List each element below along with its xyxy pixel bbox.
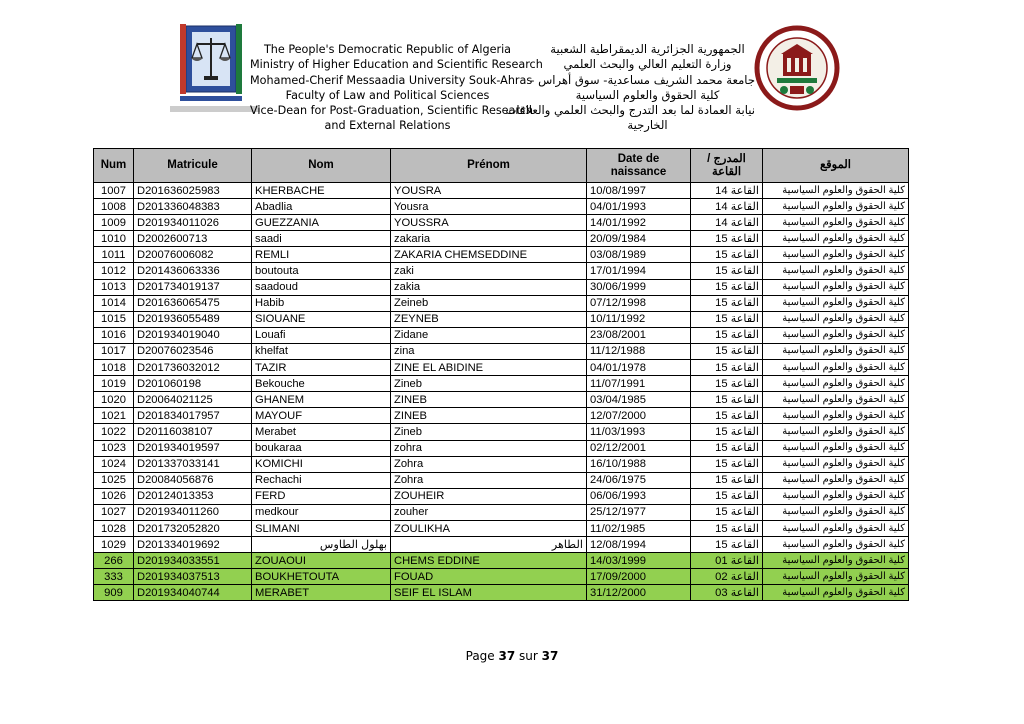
cell-hall: القاعة 15 [691, 295, 763, 311]
cell-location: كلية الحقوق والعلوم السياسية [763, 472, 909, 488]
page-footer [0, 649, 1024, 663]
cell-date: 11/03/1993 [587, 424, 691, 440]
cell-prenom: Zineb [391, 424, 587, 440]
cell-prenom: FOUAD [391, 569, 587, 585]
cell-prenom: zouher [391, 504, 587, 520]
cell-prenom: Yousra [391, 199, 587, 215]
cell-date: 17/01/1994 [587, 263, 691, 279]
cell-matricule: D201636025983 [134, 183, 252, 199]
cell-matricule: D201734019137 [134, 279, 252, 295]
table-row [94, 553, 909, 569]
cell-date: 04/01/1978 [587, 360, 691, 376]
cell-date: 11/07/1991 [587, 376, 691, 392]
table-row [94, 247, 909, 263]
cell-num: 1024 [94, 456, 134, 472]
cell-num: 1026 [94, 488, 134, 504]
col-header-num: Num [94, 149, 134, 183]
header-ar-line: كلية الحقوق والعلوم السياسية [575, 87, 720, 102]
cell-nom: FERD [252, 488, 391, 504]
cell-matricule: D201934011260 [134, 504, 252, 520]
cell-date: 10/11/1992 [587, 311, 691, 327]
cell-num: 1017 [94, 343, 134, 359]
cell-nom: MAYOUF [252, 408, 391, 424]
cell-hall: القاعة 15 [691, 520, 763, 536]
col-header-matricule: Matricule [134, 149, 252, 183]
cell-date: 02/12/2001 [587, 440, 691, 456]
cell-prenom: ZAKARIA CHEMSEDDINE [391, 247, 587, 263]
cell-hall: القاعة 15 [691, 424, 763, 440]
cell-location: كلية الحقوق والعلوم السياسية [763, 488, 909, 504]
faculty-law-logo [170, 20, 260, 120]
header-ar-line: وزارة التعليم العالي والبحث العلمي [563, 57, 732, 72]
cell-matricule: D201436063336 [134, 263, 252, 279]
cell-matricule: D201934019597 [134, 440, 252, 456]
cell-nom: بهلول الطاوس [252, 537, 391, 553]
cell-date: 12/07/2000 [587, 408, 691, 424]
col-header-hall [691, 149, 763, 183]
cell-date: 03/08/1989 [587, 247, 691, 263]
header-ar-line: الجمهورية الجزائرية الديمقراطية الشعبية [550, 42, 745, 56]
cell-location: كلية الحقوق والعلوم السياسية [763, 199, 909, 215]
cell-date: 17/09/2000 [587, 569, 691, 585]
cell-num: 1020 [94, 392, 134, 408]
col-header-prenom: Prénom [391, 149, 587, 183]
cell-hall: القاعة 15 [691, 247, 763, 263]
header-ar-line: نيابة العمادة لما بعد التدرج والبحث العلمي والعلاقات [505, 103, 755, 118]
table-row [94, 408, 909, 424]
table-row [94, 231, 909, 247]
cell-hall: القاعة 03 [691, 585, 763, 601]
cell-hall: القاعة 15 [691, 488, 763, 504]
cell-hall: القاعة 15 [691, 231, 763, 247]
cell-nom: GHANEM [252, 392, 391, 408]
cell-nom: saadoud [252, 279, 391, 295]
cell-nom: Merabet [252, 424, 391, 440]
cell-nom: Abadlia [252, 199, 391, 215]
cell-matricule: D20076006082 [134, 247, 252, 263]
cell-location: كلية الحقوق والعلوم السياسية [763, 327, 909, 343]
cell-num: 1025 [94, 472, 134, 488]
cell-num: 1010 [94, 231, 134, 247]
cell-hall: القاعة 15 [691, 360, 763, 376]
cell-hall: القاعة 15 [691, 343, 763, 359]
table-body [94, 183, 909, 601]
cell-date: 20/09/1984 [587, 231, 691, 247]
table-row [94, 472, 909, 488]
header-en-line: Vice-Dean for Post-Graduation, Scientific Research [250, 104, 533, 118]
cell-matricule: D201337033141 [134, 456, 252, 472]
cell-hall: القاعة 14 [691, 183, 763, 199]
cell-hall: القاعة 15 [691, 537, 763, 553]
cell-hall: القاعة 15 [691, 456, 763, 472]
cell-prenom: zakia [391, 279, 587, 295]
cell-hall: القاعة 01 [691, 553, 763, 569]
cell-matricule: D201934040744 [134, 585, 252, 601]
cell-matricule: D2002600713 [134, 231, 252, 247]
table-row [94, 392, 909, 408]
cell-location: كلية الحقوق والعلوم السياسية [763, 311, 909, 327]
cell-nom: ZOUAOUI [252, 553, 391, 569]
table-row [94, 215, 909, 231]
cell-location: كلية الحقوق والعلوم السياسية [763, 456, 909, 472]
table-row [94, 183, 909, 199]
cell-location: كلية الحقوق والعلوم السياسية [763, 553, 909, 569]
cell-nom: KOMICHI [252, 456, 391, 472]
cell-location: كلية الحقوق والعلوم السياسية [763, 360, 909, 376]
cell-nom: SIOUANE [252, 311, 391, 327]
header-en-line: Mohamed-Cherif Messaadia University Souk-Ahras [250, 73, 533, 87]
university-seal-icon [752, 20, 842, 120]
col-header-date-line2: naissance [610, 165, 667, 178]
footer-total-pages: 37 [541, 649, 559, 663]
cell-location: كلية الحقوق والعلوم السياسية [763, 504, 909, 520]
cell-hall: القاعة 15 [691, 504, 763, 520]
students-table [93, 148, 909, 601]
cell-hall: القاعة 15 [691, 440, 763, 456]
cell-nom: SLIMANI [252, 520, 391, 536]
cell-prenom: Zohra [391, 472, 587, 488]
cell-hall: القاعة 15 [691, 279, 763, 295]
header-ar-line: الخارجية [627, 118, 668, 133]
cell-location: كلية الحقوق والعلوم السياسية [763, 424, 909, 440]
cell-location: كلية الحقوق والعلوم السياسية [763, 343, 909, 359]
table-header-row [94, 149, 909, 183]
cell-hall: القاعة 14 [691, 199, 763, 215]
cell-prenom: ZINEB [391, 408, 587, 424]
col-header-date [587, 149, 691, 183]
table-row [94, 520, 909, 536]
table-row [94, 488, 909, 504]
cell-prenom: ZOUHEIR [391, 488, 587, 504]
cell-nom: Rechachi [252, 472, 391, 488]
cell-nom: saadi [252, 231, 391, 247]
cell-date: 12/08/1994 [587, 537, 691, 553]
header-en-line: Faculty of Law and Political Sciences [285, 88, 490, 102]
table-row [94, 504, 909, 520]
col-header-nom: Nom [252, 149, 391, 183]
cell-location: كلية الحقوق والعلوم السياسية [763, 520, 909, 536]
table-row [94, 569, 909, 585]
cell-date: 11/12/1988 [587, 343, 691, 359]
cell-matricule: D201060198 [134, 376, 252, 392]
cell-location: كلية الحقوق والعلوم السياسية [763, 408, 909, 424]
cell-date: 25/12/1977 [587, 504, 691, 520]
cell-num: 1029 [94, 537, 134, 553]
cell-prenom: ZEYNEB [391, 311, 587, 327]
cell-matricule: D20124013353 [134, 488, 252, 504]
cell-date: 30/06/1999 [587, 279, 691, 295]
col-header-location: الموقع [763, 149, 909, 183]
cell-hall: القاعة 15 [691, 327, 763, 343]
cell-date: 03/04/1985 [587, 392, 691, 408]
cell-prenom: ZINEB [391, 392, 587, 408]
cell-num: 1023 [94, 440, 134, 456]
cell-num: 1015 [94, 311, 134, 327]
cell-location: كلية الحقوق والعلوم السياسية [763, 392, 909, 408]
cell-num: 1018 [94, 360, 134, 376]
table-row [94, 295, 909, 311]
cell-matricule: D201934011026 [134, 215, 252, 231]
cell-hall: القاعة 15 [691, 408, 763, 424]
cell-date: 11/02/1985 [587, 520, 691, 536]
cell-prenom: Zineb [391, 376, 587, 392]
table-row [94, 311, 909, 327]
cell-prenom: Zeineb [391, 295, 587, 311]
header-ar-line: جامعة محمد الشريف مساعدية- سوق أهراس - [530, 72, 755, 87]
cell-num: 1009 [94, 215, 134, 231]
cell-num: 1022 [94, 424, 134, 440]
cell-hall: القاعة 15 [691, 472, 763, 488]
cell-location: كلية الحقوق والعلوم السياسية [763, 376, 909, 392]
cell-prenom: YOUSSRA [391, 215, 587, 231]
cell-prenom: zaki [391, 263, 587, 279]
table-row [94, 440, 909, 456]
cell-matricule: D201636065475 [134, 295, 252, 311]
cell-nom: BOUKHETOUTA [252, 569, 391, 585]
cell-num: 266 [94, 553, 134, 569]
header-english [250, 42, 543, 134]
cell-num: 1012 [94, 263, 134, 279]
table-row [94, 424, 909, 440]
cell-prenom: Zohra [391, 456, 587, 472]
cell-nom: boukaraa [252, 440, 391, 456]
cell-location: كلية الحقوق والعلوم السياسية [763, 295, 909, 311]
cell-date: 14/03/1999 [587, 553, 691, 569]
cell-hall: القاعة 14 [691, 215, 763, 231]
cell-prenom: ZOULIKHA [391, 520, 587, 536]
cell-num: 1008 [94, 199, 134, 215]
cell-nom: REMLI [252, 247, 391, 263]
cell-date: 31/12/2000 [587, 585, 691, 601]
cell-date: 23/08/2001 [587, 327, 691, 343]
cell-matricule: D201336048383 [134, 199, 252, 215]
table-row [94, 263, 909, 279]
col-header-date-line1: Date de [617, 152, 660, 165]
cell-hall: القاعة 15 [691, 311, 763, 327]
cell-num: 1027 [94, 504, 134, 520]
cell-prenom: zohra [391, 440, 587, 456]
table-row [94, 360, 909, 376]
cell-prenom: Zidane [391, 327, 587, 343]
cell-nom: Bekouche [252, 376, 391, 392]
header-en-line: and External Relations [324, 119, 451, 133]
cell-date: 16/10/1988 [587, 456, 691, 472]
cell-nom: GUEZZANIA [252, 215, 391, 231]
cell-date: 04/01/1993 [587, 199, 691, 215]
cell-location: كلية الحقوق والعلوم السياسية [763, 215, 909, 231]
cell-matricule: D201934033551 [134, 553, 252, 569]
cell-hall: القاعة 02 [691, 569, 763, 585]
cell-location: كلية الحقوق والعلوم السياسية [763, 263, 909, 279]
cell-nom: KHERBACHE [252, 183, 391, 199]
cell-date: 10/08/1997 [587, 183, 691, 199]
footer-of-word: sur [519, 649, 538, 663]
cell-num: 1019 [94, 376, 134, 392]
cell-matricule: D20084056876 [134, 472, 252, 488]
table-row [94, 537, 909, 553]
cell-nom: medkour [252, 504, 391, 520]
cell-nom: Louafi [252, 327, 391, 343]
cell-hall: القاعة 15 [691, 376, 763, 392]
scales-of-justice-icon [170, 20, 260, 120]
table-row [94, 327, 909, 343]
cell-hall: القاعة 15 [691, 263, 763, 279]
table-row [94, 343, 909, 359]
table-row [94, 376, 909, 392]
cell-date: 24/06/1975 [587, 472, 691, 488]
cell-matricule: D20116038107 [134, 424, 252, 440]
cell-nom: MERABET [252, 585, 391, 601]
cell-prenom: SEIF EL ISLAM [391, 585, 587, 601]
cell-matricule: D201936055489 [134, 311, 252, 327]
table-row [94, 199, 909, 215]
cell-nom: Habib [252, 295, 391, 311]
cell-location: كلية الحقوق والعلوم السياسية [763, 569, 909, 585]
cell-num: 1007 [94, 183, 134, 199]
cell-nom: khelfat [252, 343, 391, 359]
cell-num: 333 [94, 569, 134, 585]
cell-prenom: CHEMS EDDINE [391, 553, 587, 569]
cell-num: 1011 [94, 247, 134, 263]
cell-hall: القاعة 15 [691, 392, 763, 408]
table-row [94, 279, 909, 295]
cell-location: كلية الحقوق والعلوم السياسية [763, 247, 909, 263]
cell-location: كلية الحقوق والعلوم السياسية [763, 279, 909, 295]
cell-date: 06/06/1993 [587, 488, 691, 504]
cell-prenom: YOUSRA [391, 183, 587, 199]
cell-prenom: zina [391, 343, 587, 359]
cell-matricule: D20064021125 [134, 392, 252, 408]
cell-num: 1014 [94, 295, 134, 311]
cell-prenom: الطاهر [391, 537, 587, 553]
cell-location: كلية الحقوق والعلوم السياسية [763, 183, 909, 199]
cell-matricule: D201934037513 [134, 569, 252, 585]
cell-prenom: zakaria [391, 231, 587, 247]
table-row [94, 585, 909, 601]
university-logo [752, 20, 842, 120]
cell-matricule: D201736032012 [134, 360, 252, 376]
col-header-hall-line1: المدرج / [707, 152, 746, 165]
header-en-line: Ministry of Higher Education and Scientific Research [250, 58, 543, 72]
footer-page-label: Page [465, 649, 495, 663]
cell-location: كلية الحقوق والعلوم السياسية [763, 231, 909, 247]
cell-num: 909 [94, 585, 134, 601]
cell-num: 1013 [94, 279, 134, 295]
cell-location: كلية الحقوق والعلوم السياسية [763, 440, 909, 456]
cell-num: 1021 [94, 408, 134, 424]
cell-matricule: D201934019040 [134, 327, 252, 343]
cell-matricule: D201334019692 [134, 537, 252, 553]
cell-matricule: D20076023546 [134, 343, 252, 359]
cell-nom: TAZIR [252, 360, 391, 376]
cell-prenom: ZINE EL ABIDINE [391, 360, 587, 376]
cell-date: 14/01/1992 [587, 215, 691, 231]
cell-num: 1016 [94, 327, 134, 343]
cell-num: 1028 [94, 520, 134, 536]
cell-matricule: D201834017957 [134, 408, 252, 424]
cell-location: كلية الحقوق والعلوم السياسية [763, 537, 909, 553]
col-header-hall-line2: القاعة [711, 165, 742, 178]
header-arabic [505, 42, 755, 134]
header-en-line: The People's Democratic Republic of Algeria [263, 43, 512, 56]
cell-date: 07/12/1998 [587, 295, 691, 311]
cell-matricule: D201732052820 [134, 520, 252, 536]
footer-current-page: 37 [498, 649, 516, 663]
table-row [94, 456, 909, 472]
cell-location: كلية الحقوق والعلوم السياسية [763, 585, 909, 601]
cell-nom: boutouta [252, 263, 391, 279]
